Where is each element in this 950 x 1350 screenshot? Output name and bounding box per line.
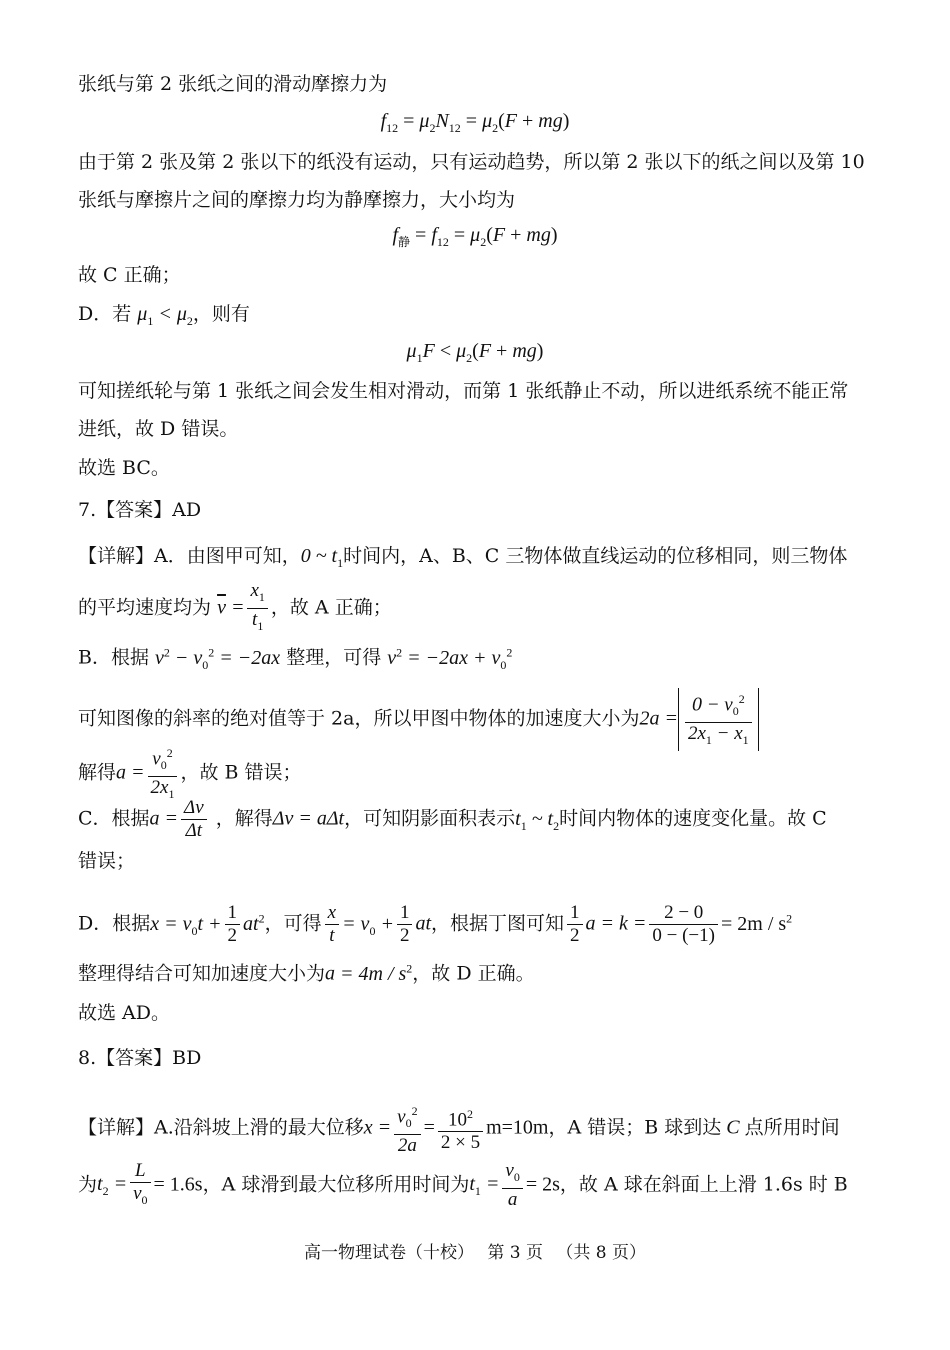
text-line [78,580,392,637]
inline-formula: = 1.6s [153,1173,203,1196]
text-seg: ，则有 [192,303,250,325]
answer-title-7: 7.【答案】AD [78,499,202,521]
text-seg: ，根据丁图可知 [431,912,565,935]
text-seg: ，故 D 正确。 [412,962,535,985]
fraction: $\frac{1}{2}$ [567,902,583,947]
inline-formula: Δv = aΔt [272,807,345,830]
inline-formula: a = [116,761,145,784]
inline-formula: x = [363,1116,392,1139]
text-line [78,902,792,947]
text-seg: B．根据 [78,646,149,669]
text-seg: 点所用时间 [744,1116,840,1139]
text-seg: ，A 错误；B 球到达 [548,1116,722,1139]
inline-formula: 2a = [639,707,678,730]
inline-formula: $t_2$ = [97,1173,128,1199]
text-line [78,1160,848,1211]
text-line [78,956,535,986]
footer-page: 第 3 页 [487,1243,543,1263]
text-seg: 整理，可得 [286,646,382,669]
text-seg: 为 [78,1173,98,1196]
text-seg: ，解得 [215,807,273,830]
text-line [78,544,847,575]
text-line: 张纸与第 2 张纸之间的滑动摩擦力为 [78,73,388,95]
inline-formula: $\overline{v}$ = [217,596,245,619]
text-seg: 可知图像的斜率的绝对值等于 2a，所以甲图中物体的加速度大小为 [78,707,640,730]
fraction: $\frac{0 - v_0^2}{2x_1 - x_1}$ [685,688,752,751]
text-seg: ，A 球滑到最大位移所用时间为 [202,1173,470,1196]
formula-fstatic: $f_静 = f_{12} = \mu_2(F + mg)$ [392,224,558,249]
text-seg: 整理得结合可知加速度大小为 [78,962,326,985]
text-seg: ，故 B 错误； [180,761,302,784]
text-line: 【详解】A.沿斜坡上滑的最大位移x = $\frac{v_0^2}{2a}$ = $\frac{10^2}{2 \times 5}$ m=10m，A 错误；B 球到达 C 点所用时间 [78,1100,840,1157]
text-line: 故选 BC。 [78,457,170,479]
fraction: $\frac{v_0^2}{2x_1}$ [148,742,178,805]
text-line [78,640,512,677]
text-seg: 【详解】A．由图甲可知， [78,545,301,567]
fraction: $\frac{1}{2}$ [397,902,413,947]
text-seg: ，可得 [264,912,322,935]
fraction: $\frac{2 - 0}{0 - (-1)}$ [649,902,718,947]
inline-formula: C [721,1116,745,1139]
text-seg: ，故 A 球在斜面上上滑 1.6s 时 B [559,1173,848,1196]
inline-formula: $v^2 = -2ax + v_0^2$ [387,645,513,672]
fraction: $\frac{v_0^2}{2a}$ [394,1100,420,1157]
inline-formula: $a = 4m / s^2$ [325,961,413,985]
text-line: 由于第 2 张及第 2 张以下的纸没有运动，只有运动趋势，所以第 2 张以下的纸之间以及第 10 [78,151,865,173]
text-line: 故 C 正确； [78,264,181,286]
text-seg: 时间内物体的速度变化量。故 C [559,807,827,830]
fraction: $\frac{L}{v_0}$ [130,1160,150,1211]
text-line [78,302,250,333]
abs-value [678,688,759,751]
fraction: $\frac{v_0}{a}$ [502,1160,522,1211]
text-line: 错误； [78,850,136,872]
fraction: $\frac{1}{2}$ [225,902,241,947]
inline-formula: = $2m / s^2$ [720,910,793,935]
text-seg: ，故 A 正确； [270,596,392,619]
formula-f12: $f_{12} = \mu_2N_{12} = \mu_2(F + mg)$ [380,110,570,135]
inline-formula: m=10m [486,1116,549,1139]
text-line: 可知搓纸轮与第 1 张纸之间会发生相对滑动，而第 1 张纸静止不动，所以进纸系统不能正常 [78,380,849,402]
text-seg: ，可知阴影面积表示 [344,807,516,830]
text-seg: 【详解】A.沿斜坡上滑的最大位移 [78,1116,364,1139]
text-line [78,742,302,805]
text-line: 进纸，故 D 错误。 [78,418,239,440]
fraction: $\frac{\Delta v}{\Delta t}$ [181,797,207,842]
fraction: $\frac{x}{t}$ [325,902,339,947]
inline-formula: = $v_0$ + [342,912,394,938]
text-line [78,797,827,842]
inline-formula: at [415,912,431,935]
text-line: 故选 AD。 [78,1002,170,1024]
inline-formula: = 2s [525,1173,560,1196]
fraction: $\frac{x_1}{t_1}$ [247,580,267,637]
fraction: $\frac{10^2}{2 \times 5}$ [438,1103,483,1154]
text-seg: 解得 [78,761,117,784]
text-seg: 的平均速度均为 [78,596,212,619]
inline-formula: a = [149,807,179,830]
inline-formula: $v^2 - v_0^2 = -2ax$ [155,645,281,672]
inline-formula: a = k = [585,912,647,935]
page-footer [0,1238,950,1263]
inline-formula: 0 ~ $t_1$ [300,545,344,570]
inline-formula: $t_1$ = [469,1173,500,1199]
inline-formula: $at^2$ [243,910,265,935]
answer-title-8: 8.【答案】BD [78,1047,202,1069]
text-line: 张纸与摩擦片之间的摩擦力均为静摩擦力，大小均为 [78,189,516,211]
text-seg: C．根据 [78,807,150,830]
text-seg: D．若 [78,303,132,325]
inline-formula: $t_1$ ~ $t_2$ [515,807,560,833]
text-seg: D．根据 [78,912,151,935]
inline-formula: $\mu_1 < \mu_2$ [137,303,193,328]
inline-formula: $x = v_0t$ + [150,912,222,938]
formula-inequality: $\mu_1F < \mu_2(F + mg)$ [406,340,544,365]
footer-total: （共 8 页） [556,1243,647,1263]
footer-title: 高一物理试卷（十校） [303,1243,474,1263]
text-seg: 时间内，A、B、C 三物体做直线运动的位移相同，则三物体 [343,545,848,567]
